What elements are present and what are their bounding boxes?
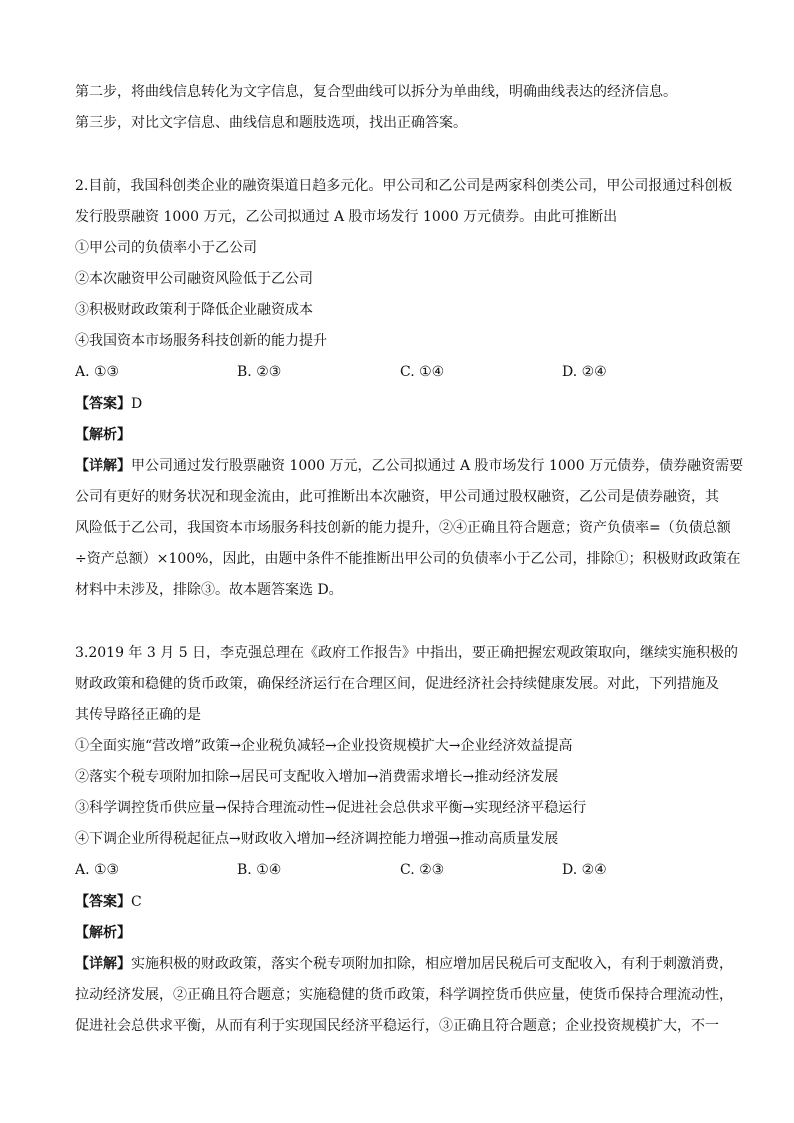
q3-detail-line-2: 拉动经济发展，②正确且符合题意；实施稳健的货币政策，科学调控货币供应量，使货币保持合理流动性， <box>75 987 733 1003</box>
q2-detail-line-2: 公司有更好的财务状况和现金流由，此可推断出本次融资，甲公司通过股权融资，乙公司是债券融资，其 <box>75 489 719 505</box>
q3-option-c: C. ②③ <box>400 862 445 878</box>
q3-stem-line-2: 财政政策和稳健的货币政策，确保经济运行在合理区间，促进经济社会持续健康发展。对此，下列措施及 <box>75 676 719 692</box>
q2-detail-line-1 <box>75 456 743 476</box>
q2-analysis-label-text: 【解析】 <box>75 427 131 443</box>
q3-item-1: ①全面实施“营改增”政策→企业税负减轻→企业投资规模扩大→企业经济效益提高 <box>75 738 573 754</box>
q3-detail-line-1 <box>75 954 733 974</box>
q3-analysis-label <box>75 923 131 943</box>
q3-item-3: ③科学调控货币供应量→保持合理流动性→促进社会总供求平衡→实现经济平稳运行 <box>75 800 587 816</box>
q2-detail-line-3: 风险低于乙公司，我国资本市场服务科技创新的能力提升，②④正确且符合题意；资产负债率=（负债总额 <box>75 520 731 536</box>
q2-stem-line-2: 发行股票融资 1000 万元，乙公司拟通过 A 股市场发行 1000 万元债券。由此可推断出 <box>75 209 618 225</box>
q3-answer <box>75 892 142 912</box>
q2-option-b: B. ②③ <box>237 364 282 380</box>
q3-stem-line-1: 3.2019 年 3 月 5 日，李克强总理在《政府工作报告》中指出，要正确把握宏观政策取向，继续实施积极的 <box>75 645 739 661</box>
q3-analysis-label-text: 【解析】 <box>75 925 131 941</box>
q2-answer-value: D <box>131 396 143 412</box>
q2-option-c: C. ①④ <box>400 364 445 380</box>
q3-option-a: A. ①③ <box>75 862 120 878</box>
q2-stem-line-1: 2.目前，我国科创类企业的融资渠道日趋多元化。甲公司和乙公司是两家科创类公司，甲公司报通过科创板 <box>75 178 733 194</box>
q2-detail-line-4: ÷资产总额）×100%，因此，由题中条件不能推断出甲公司的负债率小于乙公司，排除①；积极财政政策在 <box>75 551 741 567</box>
q3-answer-value: C <box>131 894 142 910</box>
q3-answer-label: 【答案】 <box>75 894 131 910</box>
step-three-text: 第三步，对比文字信息、曲线信息和题肢选项，找出正确答案。 <box>75 115 467 131</box>
q2-option-d: D. ②④ <box>562 364 607 380</box>
q3-item-4: ④下调企业所得税起征点→财政收入增加→经济调控能力增强→推动高质量发展 <box>75 831 559 847</box>
q2-detail-line-5: 材料中未涉及，排除③。故本题答案选 D。 <box>75 582 343 598</box>
q2-item-2: ②本次融资甲公司融资风险低于乙公司 <box>75 271 313 287</box>
q3-detail-line-3: 促进社会总供求平衡，从而有利于实现国民经济平稳运行，③正确且符合题意；企业投资规模扩大，不一 <box>75 1018 719 1034</box>
q2-item-1: ①甲公司的负债率小于乙公司 <box>75 240 257 256</box>
q2-answer-label: 【答案】 <box>75 396 131 412</box>
q2-item-3: ③积极财政政策利于降低企业融资成本 <box>75 302 313 318</box>
q2-detail-label: 【详解】 <box>75 458 131 474</box>
q3-detail-label: 【详解】 <box>75 956 131 972</box>
q2-item-4: ④我国资本市场服务科技创新的能力提升 <box>75 333 327 349</box>
q3-option-b: B. ①④ <box>237 862 282 878</box>
q2-detail-text-1: 甲公司通过发行股票融资 1000 万元，乙公司拟通过 A 股市场发行 1000 万元债券，债券融资需要 <box>131 458 744 474</box>
q2-option-a: A. ①③ <box>75 364 120 380</box>
q3-stem-line-3: 其传导路径正确的是 <box>75 707 201 723</box>
q2-analysis-label <box>75 425 131 445</box>
q3-detail-text-1: 实施积极的财政政策，落实个税专项附加扣除，相应增加居民税后可支配收入，有利于刺激消费， <box>131 956 733 972</box>
q3-option-d: D. ②④ <box>562 862 607 878</box>
step-two-text: 第二步，将曲线信息转化为文字信息，复合型曲线可以拆分为单曲线，明确曲线表达的经济信息。 <box>75 84 677 100</box>
q2-answer <box>75 394 142 414</box>
q3-item-2: ②落实个税专项附加扣除→居民可支配收入增加→消费需求增长→推动经济发展 <box>75 769 559 785</box>
